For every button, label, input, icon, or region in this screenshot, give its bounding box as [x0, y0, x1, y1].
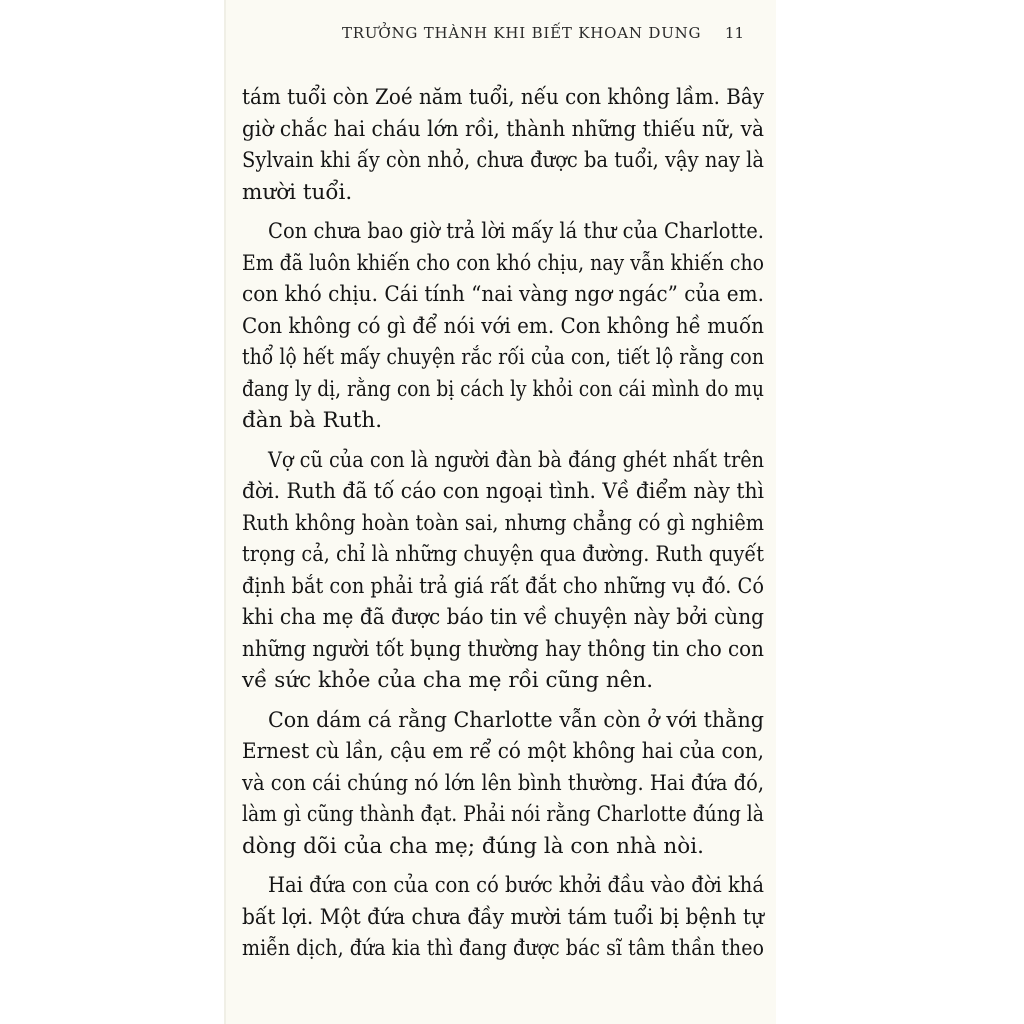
- running-title: TRƯỞNG THÀNH KHI BIẾT KHOAN DUNG: [342, 24, 702, 42]
- text-line: trọng cả, chỉ là những chuyện qua đường. Ruth quyết: [242, 542, 764, 567]
- text-line: về sức khỏe của cha mẹ rồi cũng nên.: [242, 668, 654, 693]
- text-line: định bắt con phải trả giá rất đắt cho những vụ đó. Có: [242, 573, 764, 599]
- text-line: những người tốt bụng thường hay thông tin cho con: [242, 636, 765, 662]
- text-line: con khó chịu. Cái tính “nai vàng ngơ ngác” của em.: [242, 282, 764, 307]
- page-number: 11: [724, 24, 744, 42]
- text-line: làm gì cũng thành đạt. Phải nói rằng Charlotte đúng là: [242, 802, 764, 827]
- text-line: đời. Ruth đã tố cáo con ngoại tình. Về điểm này thì: [242, 479, 764, 504]
- page-header: [224, 24, 776, 46]
- text-line: Hai đứa con của con có bước khởi đầu vào đời khá: [268, 873, 764, 898]
- text-line: giờ chắc hai cháu lớn rồi, thành những thiếu nữ, và: [242, 116, 765, 142]
- text-line: bất lợi. Một đứa chưa đầy mười tám tuổi bị bệnh tự: [242, 904, 765, 930]
- text-line: mười tuổi.: [242, 179, 353, 205]
- text-line: Ernest cù lần, cậu em rể có một không hai của con,: [242, 739, 764, 764]
- paragraph: [242, 445, 764, 697]
- text-line: Con chưa bao giờ trả lời mấy lá thư của Charlotte.: [268, 219, 764, 244]
- text-line: và con cái chúng nó lớn lên bình thường. Hai đứa đó,: [242, 770, 765, 796]
- paragraph: [242, 870, 764, 965]
- text-line: miễn dịch, đứa kia thì đang được bác sĩ tâm thần theo: [242, 936, 764, 961]
- page-body: [242, 82, 764, 973]
- text-line: Con không có gì để nói với em. Con không hề muốn: [242, 313, 764, 339]
- text-line: Con dám cá rằng Charlotte vẫn còn ở với thằng: [268, 707, 764, 733]
- text-line: thổ lộ hết mấy chuyện rắc rối của con, tiết lộ rằng con: [242, 345, 764, 370]
- paragraph: [242, 705, 764, 863]
- book-page: [224, 0, 776, 1024]
- text-line: Vợ cũ của con là người đàn bà đáng ghét nhất trên: [268, 447, 765, 473]
- text-line: Sylvain khi ấy còn nhỏ, chưa được ba tuổi, vậy nay là: [242, 148, 764, 173]
- paragraph: [242, 82, 764, 208]
- paragraph: [242, 216, 764, 437]
- text-line: đàn bà Ruth.: [242, 408, 383, 433]
- text-line: tám tuổi còn Zoé năm tuổi, nếu con không lầm. Bây: [242, 85, 765, 110]
- text-line: khi cha mẹ đã được báo tin về chuyện này bởi cùng: [242, 605, 765, 630]
- text-line: đang ly dị, rằng con bị cách ly khỏi con cái mình do mụ: [242, 376, 765, 402]
- text-line: Ruth không hoàn toàn sai, nhưng chẳng có gì nghiêm: [242, 510, 765, 536]
- text-line: dòng dõi của cha mẹ; đúng là con nhà nòi.: [242, 833, 704, 859]
- text-line: Em đã luôn khiến cho con khó chịu, nay vẫn khiến cho: [242, 250, 765, 276]
